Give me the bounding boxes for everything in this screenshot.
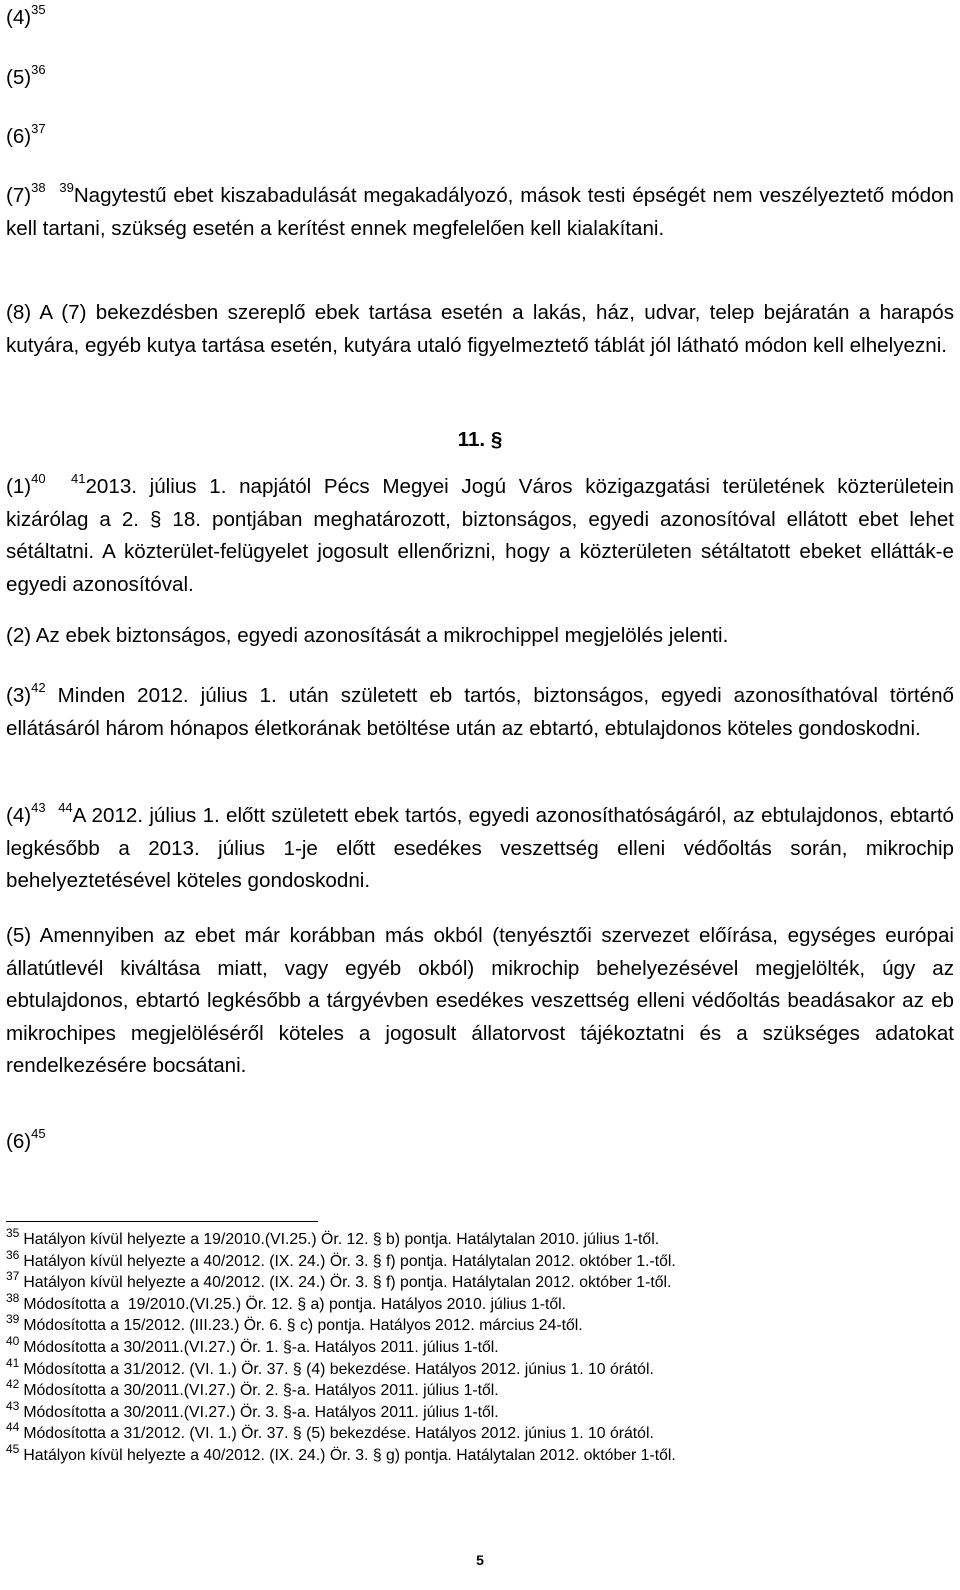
footnote-text: Módosította a 15/2012. (III.23.) Ör. 6. § c) pontja. Hatályos 2012. március 24-től. <box>23 1317 583 1335</box>
footnote-ref[interactable]: 44 <box>58 800 73 815</box>
page-number: 5 <box>476 1552 484 1568</box>
footnote-number: 35 <box>6 1226 20 1240</box>
paragraph-label: (5) <box>6 66 32 89</box>
footnote-number: 40 <box>6 1333 20 1348</box>
footnote-text: Módosította a 30/2011.(VI.27.) Ör. 3. §-a. Hatályos 2011. július 1-től. <box>23 1403 499 1421</box>
paragraph-4 <box>6 2 954 35</box>
footnote-ref[interactable]: 45 <box>31 1126 46 1141</box>
paragraph-7 <box>6 180 954 245</box>
section-paragraph-2 <box>6 620 954 653</box>
footnote-number: 38 <box>6 1290 20 1305</box>
section-paragraph-5 <box>6 920 954 1083</box>
footnote-number: 43 <box>6 1398 20 1413</box>
footnote <box>6 1420 954 1445</box>
paragraph-text: Nagytestű ebet kiszabadulását megakadályozó, mások testi épségét nem veszélyeztető módon kell tartani, szükség esetén a kerítést ennek megfelelően kell kialakítani. <box>6 184 954 240</box>
paragraph-label: (4) <box>6 804 32 827</box>
paragraph-text: 2013. július 1. napjától Pécs Megyei Jogú Város közigazgatási területének közterületein kizárólag a 2. § 18. pontjában meghatározott, biztonságos, egyedi azonosítóval ellátott ebet lehet sétáltatni. A közterület-felügyelet jogosult ellenőrizni, hogy a közterületen sétáltatott ebeket ellátták-e egyedi azonosítóval. <box>6 475 954 596</box>
footnote-number: 36 <box>6 1247 20 1262</box>
footnote-ref[interactable]: 41 <box>70 471 86 486</box>
paragraph-label: (3) <box>6 684 32 707</box>
paragraph-6 <box>6 121 954 154</box>
paragraph-text: (8) A (7) bekezdésben szereplő ebek tartása esetén a lakás, ház, udvar, telep bejáratán a harapós kutyára, egyéb kutya tartása esetén, kutyára utaló figyelmeztető táblát jól látható módon kell elhelyezni. <box>6 301 954 357</box>
footnote-ref[interactable]: 36 <box>31 62 46 77</box>
footnote-text: Módosította a 30/2011.(VI.27.) Ör. 2. §-a. Hatályos 2011. július 1-től. <box>23 1382 499 1400</box>
footnote-text: Módosította a 30/2011.(VI.27.) Ör. 1. §-a. Hatályos 2011. július 1-től. <box>23 1338 499 1356</box>
footnote <box>6 1398 954 1424</box>
section-paragraph-3 <box>6 680 954 745</box>
footnote <box>6 1333 954 1359</box>
footnote-ref[interactable]: 37 <box>31 121 46 136</box>
paragraph-text: A 2012. július 1. előtt született ebek tartós, egyedi azonosíthatóságáról, az ebtulajdonos, ebtartó legkésőbb a 2013. július 1-je előtt esedékes veszettség elleni védőoltás során, mikrochip behelyeztetésével köteles gondoskodni. <box>6 804 954 892</box>
footnote-text: Hatályon kívül helyezte a 40/2012. (IX. 24.) Ör. 3. § f) pontja. Hatálytalan 2012. október 1-től. <box>23 1274 672 1292</box>
footnote-number: 37 <box>6 1269 20 1284</box>
footnote <box>6 1247 954 1273</box>
section-paragraph-1 <box>6 471 954 601</box>
footnote <box>6 1355 954 1381</box>
footnote-ref[interactable]: 35 <box>31 2 46 17</box>
footnote-ref[interactable]: 42 <box>31 680 46 695</box>
footnote-ref[interactable]: 40 <box>31 471 46 486</box>
footnote-number: 41 <box>6 1355 20 1370</box>
footnote-separator <box>6 1221 318 1222</box>
footnote-ref[interactable]: 38 <box>31 180 46 195</box>
paragraph-label: (4) <box>6 6 32 29</box>
footnote-text: Módosította a 31/2012. (VI. 1.) Ör. 37. § (5) bekezdése. Hatályos 2012. június 1. 10 órától. <box>23 1425 654 1443</box>
paragraph-text: (2) Az ebek biztonságos, egyedi azonosítását a mikrochippel megjelölés jelenti. <box>6 624 729 647</box>
footnote <box>6 1290 954 1316</box>
paragraph-text: Minden 2012. július 1. után született eb tartós, biztonságos, egyedi azonosíthatóval történő ellátásáról három hónapos életkorának betöltése után az ebtartó, ebtulajdonos köteles gondoskodni. <box>6 684 954 740</box>
footnote-number: 39 <box>6 1312 20 1327</box>
section-paragraph-6 <box>6 1126 954 1159</box>
footnote-text: Hatályon kívül helyezte a 40/2012. (IX. 24.) Ör. 3. § g) pontja. Hatálytalan 2012. október 1-től. <box>23 1446 676 1464</box>
footnote <box>6 1312 954 1337</box>
footnote-number: 42 <box>6 1377 20 1392</box>
footnote-text: Hatályon kívül helyezte a 19/2010.(VI.25.) Ör. 12. § b) pontja. Hatálytalan 2010. július 1-től. <box>23 1231 660 1248</box>
footnote <box>6 1377 954 1402</box>
paragraph-8 <box>6 297 954 362</box>
footnote-ref[interactable]: 43 <box>31 800 46 815</box>
footnote-text: Módosította a 31/2012. (VI. 1.) Ör. 37. § (4) bekezdése. Hatályos 2012. június 1. 10 órától. <box>23 1360 654 1378</box>
footnote-ref[interactable]: 39 <box>59 180 74 195</box>
footnote <box>6 1441 954 1467</box>
paragraph-5 <box>6 62 954 95</box>
footnote-number: 45 <box>6 1441 20 1456</box>
paragraph-label: (6) <box>6 1130 32 1153</box>
footnote-number: 44 <box>6 1420 20 1435</box>
footnote-list <box>6 1226 954 1467</box>
paragraph-label: (6) <box>6 125 32 148</box>
footnote <box>6 1226 954 1251</box>
section-paragraph-4 <box>6 800 954 898</box>
paragraph-label: (1) <box>6 475 32 498</box>
footnote-text: Hatályon kívül helyezte a 40/2012. (IX. 24.) Ör. 3. § f) pontja. Hatálytalan 2012. október 1.-től. <box>23 1252 676 1270</box>
footnote <box>6 1269 954 1294</box>
section-heading: 11. § <box>457 428 503 451</box>
paragraph-text: (5) Amennyiben az ebet már korábban más okból (tenyésztői szervezet előírása, egységes európai állatútlevél kiváltása miatt, vagy egyéb okból) mikrochip behelyezésével megjelölték, úgy az ebtulajdonos, ebtartó legkésőbb a tárgyévben esedékes veszettség elleni védőoltás beadásakor az eb mikrochipes megjelöléséről köteles a jogosult állatorvost tájékoztatni és a szükséges adatokat rendelkezésére bocsátani. <box>6 924 954 1077</box>
paragraph-label: (7) <box>6 184 32 207</box>
footnote-text: Módosította a 19/2010.(VI.25.) Ör. 12. § a) pontja. Hatályos 2010. július 1-től. <box>23 1295 567 1313</box>
